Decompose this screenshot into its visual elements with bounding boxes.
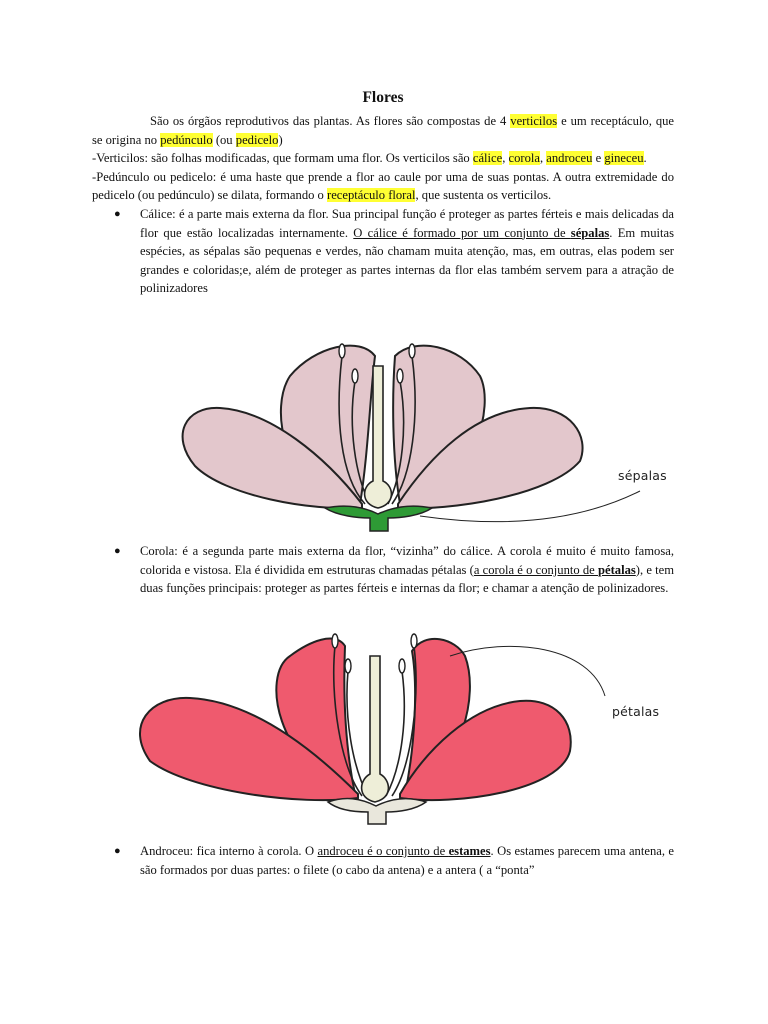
text-run: ), e tem duas funções principais: proteger as partes férteis e internas da flor; e chamar a atenção de polinizadores. [140, 562, 674, 596]
bullet-calice [114, 205, 675, 298]
text-run: , que sustenta os verticilos. [415, 188, 552, 203]
petal-flower-illustration [130, 626, 690, 826]
highlight-receptaculo: receptáculo floral [327, 188, 416, 203]
text-run: . Em muitas espécies, as sépalas são pequenas e verdes, não chamam muita atenção, mas, em outras, elas podem ser grandes e coloridas;e, além de proteger as partes internas da flor elas também servem para a atração de polinizadores [140, 225, 675, 296]
document-page-continued [92, 542, 674, 598]
petals-label: pétalas [612, 704, 660, 719]
highlight-gineceu: gineceu [604, 151, 644, 166]
underlined-text [474, 563, 636, 577]
text-run: Corola: é a segunda parte mais externa da flor, “vizinha” do cálice. A corola é muito é muito famosa, colorida e vistosa. Ela é dividida em estruturas chamadas pétalas ( [140, 544, 674, 577]
text-run: O cálice é formado por um conjunto de [353, 225, 571, 240]
intro-paragraph-2 [92, 149, 674, 168]
bullet-corola [114, 542, 674, 598]
text-run: , [502, 151, 509, 166]
bullet-dot: ● [114, 545, 121, 557]
intro-paragraph-1 [92, 112, 674, 149]
text-run: São os órgãos reprodutivos das plantas. As flores são compostas de 4 [150, 114, 511, 128]
text-run: e um receptáculo, que se origina no [92, 114, 674, 147]
bullet-androceu [114, 842, 674, 879]
bullet-dot: ● [114, 207, 121, 220]
text-run: -Pedúnculo ou pedicelo: é uma haste que prende a flor ao caule por uma de suas pontas. A outra extremidade do pedicelo (ou pedúnculo) se dilata, formando o [92, 169, 674, 203]
highlight-androceu: androceu [546, 151, 593, 166]
text-run: e [592, 151, 605, 166]
document-page [92, 88, 674, 298]
document-page-continued-2 [92, 842, 674, 879]
sepals-label: sépalas [618, 468, 667, 483]
text-run: . [643, 151, 647, 166]
page-title: Flores [362, 89, 404, 106]
text-run: Cálice: é a parte mais externa da flor. Sua principal função é proteger as partes férteis e mais delicadas da flor que estão localizadas internamente. [140, 206, 674, 240]
figure-petals [130, 626, 690, 826]
text-run: ) [278, 132, 283, 147]
bullet-list-androceu [92, 842, 674, 879]
highlight-corola: corola [508, 151, 540, 166]
text-run: androceu é o conjunto de [317, 844, 449, 858]
text-run: (ou [212, 132, 236, 147]
bullet-dot: ● [114, 845, 121, 857]
bold-term-estames: estames [448, 844, 491, 858]
figure-sepals [130, 336, 690, 532]
sepal-flower-illustration [130, 336, 690, 532]
text-run: . Os estames parecem uma antena, e são formados por duas partes: o filete (o cabo da antena) e a antera ( a “ponta” [140, 844, 674, 877]
highlight-calice: cálice [472, 151, 503, 166]
intro-paragraph-3 [92, 168, 674, 205]
underlined-text [318, 844, 491, 858]
highlight-verticilos: verticilos [510, 114, 558, 128]
highlight-pedicelo: pedicelo [235, 132, 279, 147]
text-run: -Verticilos: são folhas modificadas, que formam uma flor. Os verticilos são [92, 151, 473, 166]
text-run: Androceu: fica interno à corola. O [140, 844, 318, 858]
bullet-list-calice [92, 205, 674, 298]
text-run: a corola é o conjunto de [473, 562, 598, 577]
highlight-pedunculo: pedúnculo [160, 132, 213, 147]
underlined-text [353, 226, 609, 240]
text-run: , [540, 151, 547, 166]
bullet-list-corola [92, 542, 674, 598]
bold-term-sepalas: sépalas [570, 225, 610, 240]
bold-term-petalas: pétalas [597, 562, 636, 577]
